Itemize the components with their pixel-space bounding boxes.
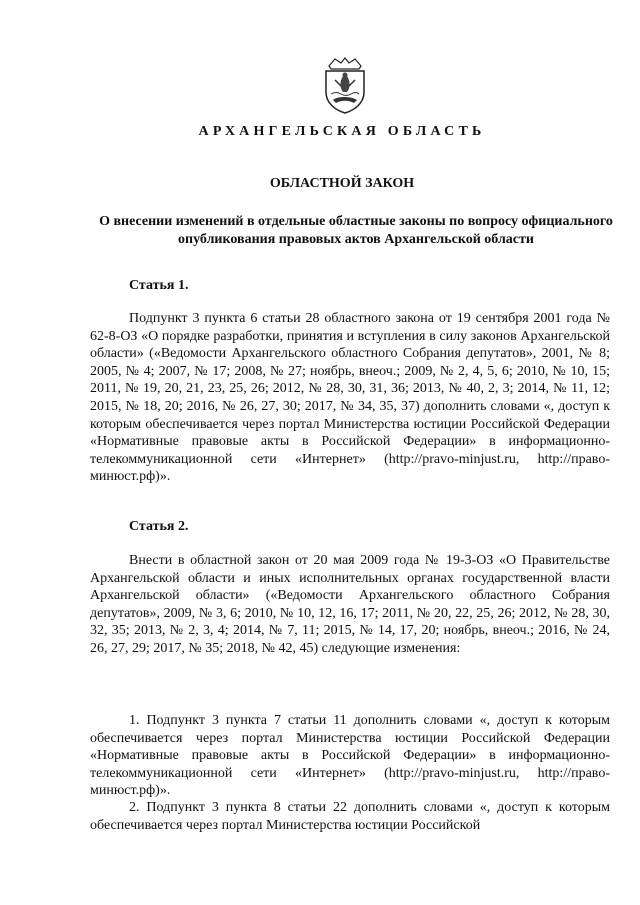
law-type-heading: ОБЛАСТНОЙ ЗАКОН [269,176,415,191]
article-2-intro-paragraph: Внести в областной закон от 20 мая 2009 года № 19-3-ОЗ «О Правительстве Архангельской области и иных исполнительных органах государственной власти Архангельской области» («Ведомости Архангельского областного Собрания депутатов», 2009, № 3, 6; 2010, № 10, 12, 16, 17; 2011, № 20, 22, 25, 26; 2012, № 28, 30, 32, 35; 2013, № 2, 3, 4; 2014, № 7, 11; 2015, № 14, 17, 20; ноябрь, внеоч.; 2016, № 24, 26, 27, 29; 2017, № 35; 2018, № 42, 45) следующие изменения: [90,553,610,656]
article-2-item-1: 1. Подпункт 3 пункта 7 статьи 11 дополнить словами «, доступ к которым обеспечивается через портал Министерства юстиции Российской Федерации «Нормативные правовые акты в Российской Федерации» в информационно-телекоммуникационной сети «Интернет» (http://pravo-minjust.ru, http://право-минюст.рф)». [90,713,610,799]
coat-of-arms-emblem [321,56,369,114]
law-title: О внесении изменений в отдельные областные законы по вопросу официального опубликования правовых актов Архангельской области [99,214,613,247]
article-1-paragraph: Подпункт 3 пункта 6 статьи 28 областного закона от 19 сентября 2001 года № 62-8-ОЗ «О порядке разработки, принятия и вступления в силу законов Архангельской области» («Ведомости Архангельского областного Собрания депутатов», 2001, № 8; 2005, № 4; 2007, № 17; 2008, № 27; ноябрь, внеоч.; 2009, № 2, 4, 5, 6; 2010, № 10, 15; 2011, № 19, 20, 21, 23, 25, 26; 2012, № 28, 30, 31, 36; 2013, № 40, 2, 3; 2014, № 11, 12; 2015, № 18, 20; 2016, № 26, 27, 30; 2017, № 34, 35, 37) дополнить словами «, доступ к которым обеспечивается через портал Министерства юстиции Российской Федерации «Нормативные правовые акты в Российской Федерации» в информационно-телекоммуникационной сети «Интернет» (http://pravo-minjust.ru, http://право-минюст.рф)». [90,311,610,485]
article-2-heading: Статья 2. [129,519,189,534]
article-1-heading: Статья 1. [129,278,189,293]
article-2-item-2: 2. Подпункт 3 пункта 8 статьи 22 дополнить словами «, доступ к которым обеспечивается через портал Министерства юстиции Российской [90,800,610,833]
region-name: АРХАНГЕЛЬСКАЯ ОБЛАСТЬ [198,124,486,139]
